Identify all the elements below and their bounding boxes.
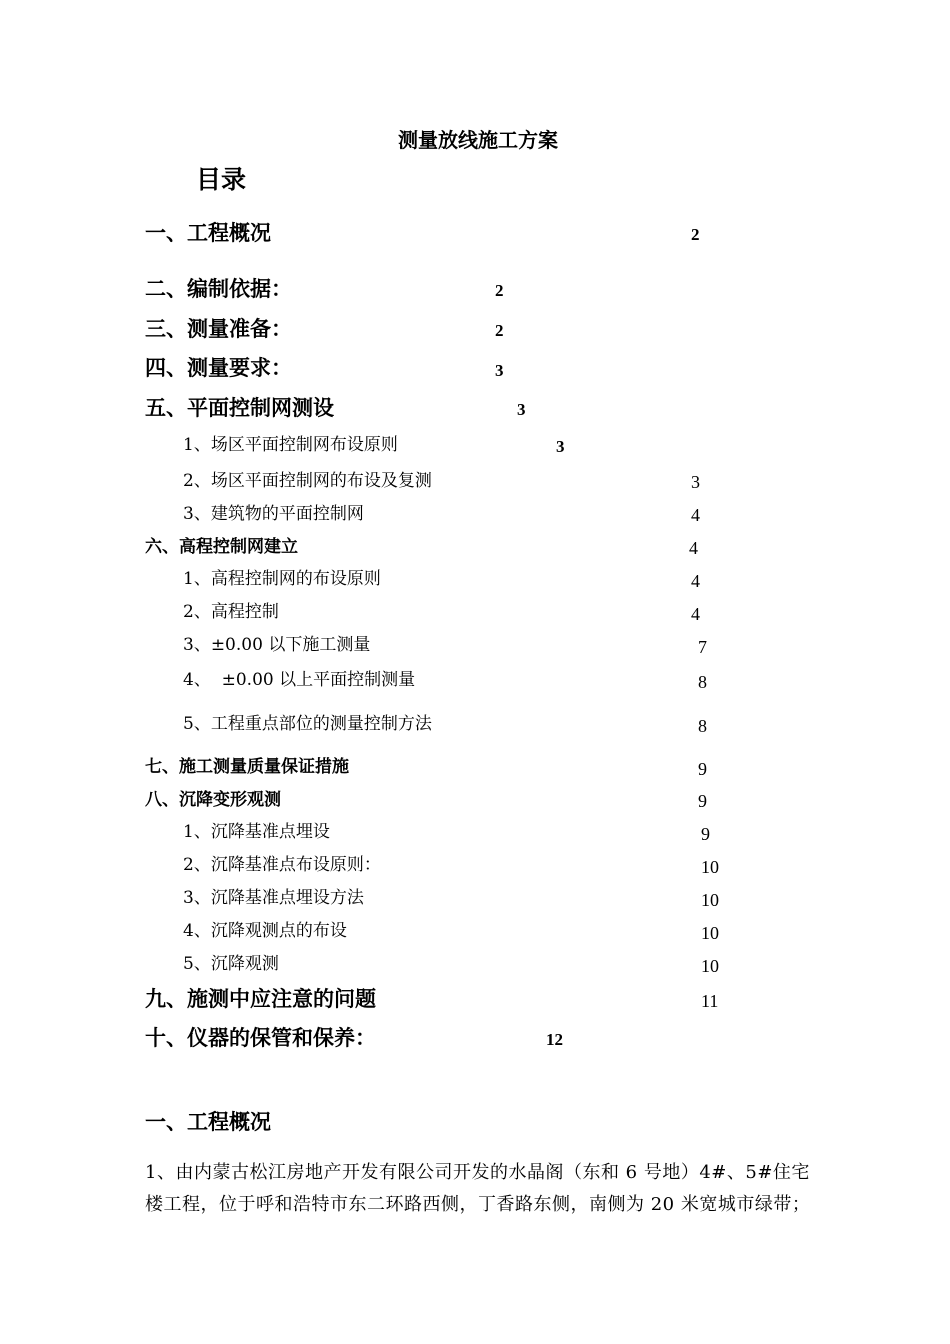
toc-entry-label[interactable]: 3、±0.00 以下施工测量 bbox=[183, 635, 371, 655]
toc-entry-page: 10 bbox=[701, 923, 719, 943]
toc-entry-label[interactable]: 3、建筑物的平面控制网 bbox=[183, 504, 364, 524]
toc-entry-page: 9 bbox=[698, 791, 707, 811]
toc-entry-label[interactable]: 五、平面控制网测设 bbox=[145, 395, 334, 420]
toc-heading: 目录 bbox=[196, 165, 247, 194]
toc-entry-label[interactable]: 2、沉降基准点布设原则： bbox=[183, 855, 381, 875]
section-heading: 一、工程概况 bbox=[145, 1109, 271, 1134]
toc-entry-label[interactable]: 3、沉降基准点埋设方法 bbox=[183, 888, 364, 908]
toc-entry-label[interactable]: 九、施测中应注意的问题 bbox=[145, 986, 376, 1011]
toc-entry-page: 7 bbox=[698, 637, 707, 657]
body-paragraph-line: 楼工程，位于呼和浩特市东二环路西侧，丁香路东侧，南侧为 20 米宽城市绿带； bbox=[145, 1194, 811, 1215]
toc-entry-label[interactable]: 四、测量要求： bbox=[145, 355, 292, 380]
toc-entry-page: 8 bbox=[698, 716, 707, 736]
doc-title: 测量放线施工方案 bbox=[398, 128, 558, 152]
toc-entry-page: 9 bbox=[698, 759, 707, 779]
toc-entry-page: 10 bbox=[701, 890, 719, 910]
toc-entry-page: 10 bbox=[701, 857, 719, 877]
toc-entry-page: 4 bbox=[691, 505, 700, 525]
toc-entry-page: 2 bbox=[495, 321, 504, 340]
toc-entry-label[interactable]: 1、沉降基准点埋设 bbox=[183, 822, 330, 842]
toc-entry-page: 4 bbox=[691, 571, 700, 591]
toc-entry-label[interactable]: 三、测量准备： bbox=[145, 316, 292, 341]
toc-entry-page: 11 bbox=[701, 991, 719, 1011]
toc-entry-label[interactable]: 二、编制依据： bbox=[145, 276, 292, 301]
toc-entry-page: 4 bbox=[691, 604, 700, 624]
toc-entry-label[interactable]: 4、沉降观测点的布设 bbox=[183, 921, 347, 941]
toc-entry-page: 4 bbox=[689, 538, 698, 558]
toc-entry-page: 9 bbox=[701, 824, 710, 844]
toc-entry-label[interactable]: 八、沉降变形观测 bbox=[145, 790, 281, 810]
toc-entry-page: 3 bbox=[691, 472, 700, 492]
toc-entry-label[interactable]: 1、场区平面控制网布设原则 bbox=[183, 435, 398, 455]
body-paragraph-line: 1、由内蒙古松江房地产开发有限公司开发的水晶阁（东和 6 号地）4#、5#住宅 bbox=[145, 1162, 810, 1183]
toc-entry-label[interactable]: 十、仪器的保管和保养： bbox=[145, 1025, 376, 1050]
toc-entry-label[interactable]: 2、场区平面控制网的布设及复测 bbox=[183, 471, 432, 491]
toc-entry-label[interactable]: 六、高程控制网建立 bbox=[145, 537, 298, 557]
toc-entry-page: 2 bbox=[691, 225, 700, 244]
toc-entry-label[interactable]: 七、施工测量质量保证措施 bbox=[145, 757, 349, 777]
toc-entry-page: 3 bbox=[495, 361, 504, 380]
toc-entry-page: 2 bbox=[495, 281, 504, 300]
toc-entry-page: 3 bbox=[517, 400, 526, 419]
toc-entry-page: 10 bbox=[701, 956, 719, 976]
toc-entry-label[interactable]: 5、工程重点部位的测量控制方法 bbox=[183, 714, 432, 734]
toc-entry-label[interactable]: 1、高程控制网的布设原则 bbox=[183, 569, 381, 589]
toc-entry-page: 8 bbox=[698, 672, 707, 692]
toc-entry-page: 3 bbox=[556, 437, 565, 456]
toc-entry-page: 12 bbox=[546, 1030, 563, 1049]
toc-entry-label[interactable]: 一、工程概况 bbox=[145, 220, 271, 245]
toc-entry-label[interactable]: 4、 ±0.00 以上平面控制测量 bbox=[183, 670, 416, 690]
toc-entry-label[interactable]: 2、高程控制 bbox=[183, 602, 279, 622]
toc-entry-label[interactable]: 5、沉降观测 bbox=[183, 954, 279, 974]
